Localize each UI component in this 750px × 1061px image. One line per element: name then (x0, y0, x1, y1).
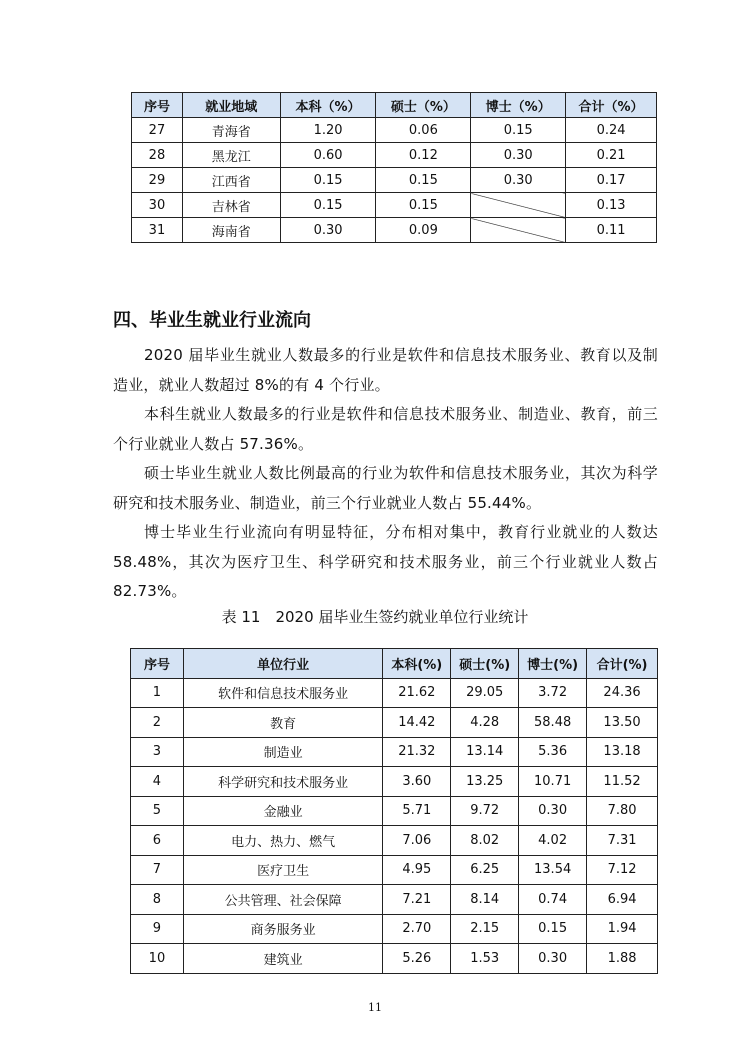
header-cell: 合计（%） (566, 93, 657, 118)
cell-master: 2.15 (451, 914, 519, 944)
paragraph: 博士毕业生行业流向有明显特征，分布相对集中，教育行业就业的人数达 58.48%，其次为医疗卫生、科学研究和技术服务业，前三个行业就业人数占 82.73%。 (113, 523, 658, 600)
cell-doctor-empty-slash (471, 218, 566, 243)
cell-index: 30 (132, 193, 183, 218)
cell-bachelor: 1.20 (280, 118, 376, 143)
cell-doctor: 5.36 (519, 737, 587, 767)
cell-total: 7.31 (587, 826, 658, 856)
cell-bachelor: 14.42 (383, 708, 451, 738)
cell-master: 29.05 (451, 678, 519, 708)
cell-master: 0.12 (376, 143, 471, 168)
cell-doctor: 0.30 (519, 796, 587, 826)
cell-index: 27 (132, 118, 183, 143)
cell-doctor-empty-slash (471, 193, 566, 218)
cell-total: 7.12 (587, 855, 658, 885)
header-cell: 本科(%) (383, 649, 451, 679)
cell-doctor: 10.71 (519, 767, 587, 797)
header-cell: 单位行业 (183, 649, 382, 679)
cell-index: 8 (131, 885, 184, 915)
paragraph: 硕士毕业生就业人数比例最高的行业为软件和信息技术服务业，其次为科学研究和技术服务业、制造业，前三个行业就业人数占 55.44%。 (113, 464, 658, 512)
cell-industry: 科学研究和技术服务业 (183, 767, 382, 797)
cell-index: 1 (131, 678, 184, 708)
cell-master: 13.14 (451, 737, 519, 767)
cell-bachelor: 4.95 (383, 855, 451, 885)
cell-master: 0.06 (376, 118, 471, 143)
header-cell: 序号 (131, 649, 184, 679)
cell-total: 0.24 (566, 118, 657, 143)
cell-doctor: 3.72 (519, 678, 587, 708)
cell-region: 黑龙江 (182, 143, 280, 168)
cell-master: 13.25 (451, 767, 519, 797)
table-row (131, 678, 658, 708)
cell-industry: 商务服务业 (183, 914, 382, 944)
cell-index: 6 (131, 826, 184, 856)
cell-doctor: 0.15 (471, 118, 566, 143)
cell-industry: 建筑业 (183, 944, 382, 974)
cell-total: 0.13 (566, 193, 657, 218)
table-row (131, 737, 658, 767)
header-cell: 本科（%） (280, 93, 376, 118)
section-body (113, 341, 658, 607)
cell-index: 4 (131, 767, 184, 797)
cell-industry: 制造业 (183, 737, 382, 767)
table-row (132, 143, 657, 168)
header-cell: 序号 (132, 93, 183, 118)
cell-total: 11.52 (587, 767, 658, 797)
paragraph: 2020 届毕业生就业人数最多的行业是软件和信息技术服务业、教育以及制造业，就业人数超过 8%的有 4 个行业。 (113, 346, 658, 394)
table-row (131, 826, 658, 856)
table-row (132, 168, 657, 193)
industry-employment-table (130, 648, 658, 974)
cell-bachelor: 2.70 (383, 914, 451, 944)
cell-bachelor: 5.26 (383, 944, 451, 974)
section-heading: 四、毕业生就业行业流向 (113, 310, 311, 331)
cell-bachelor: 7.21 (383, 885, 451, 915)
cell-total: 6.94 (587, 885, 658, 915)
cell-region: 江西省 (182, 168, 280, 193)
cell-master: 8.14 (451, 885, 519, 915)
table-header-row (131, 649, 658, 679)
cell-total: 24.36 (587, 678, 658, 708)
cell-index: 2 (131, 708, 184, 738)
regional-employment-table (131, 92, 657, 243)
header-cell: 就业地域 (182, 93, 280, 118)
cell-total: 7.80 (587, 796, 658, 826)
cell-industry: 软件和信息技术服务业 (183, 678, 382, 708)
cell-index: 31 (132, 218, 183, 243)
cell-doctor: 13.54 (519, 855, 587, 885)
page-number: 11 (368, 1001, 382, 1014)
cell-index: 28 (132, 143, 183, 168)
cell-index: 10 (131, 944, 184, 974)
cell-total: 0.21 (566, 143, 657, 168)
table-row (132, 118, 657, 143)
cell-doctor: 0.30 (471, 143, 566, 168)
cell-master: 0.15 (376, 193, 471, 218)
cell-industry: 电力、热力、燃气 (183, 826, 382, 856)
cell-index: 7 (131, 855, 184, 885)
cell-master: 8.02 (451, 826, 519, 856)
table-header-row (132, 93, 657, 118)
cell-bachelor: 0.30 (280, 218, 376, 243)
cell-index: 5 (131, 796, 184, 826)
table-row (131, 767, 658, 797)
cell-bachelor: 3.60 (383, 767, 451, 797)
cell-doctor: 4.02 (519, 826, 587, 856)
table-row (131, 796, 658, 826)
cell-doctor: 0.74 (519, 885, 587, 915)
cell-master: 9.72 (451, 796, 519, 826)
header-cell: 硕士(%) (451, 649, 519, 679)
cell-region: 青海省 (182, 118, 280, 143)
cell-master: 6.25 (451, 855, 519, 885)
cell-industry: 金融业 (183, 796, 382, 826)
cell-bachelor: 5.71 (383, 796, 451, 826)
table-row (131, 855, 658, 885)
cell-bachelor: 0.15 (280, 168, 376, 193)
table-row (132, 218, 657, 243)
table-row (131, 885, 658, 915)
header-cell: 硕士（%） (376, 93, 471, 118)
cell-index: 9 (131, 914, 184, 944)
table-caption: 表 11 2020 届毕业生签约就业单位行业统计 (221, 608, 529, 626)
cell-doctor: 58.48 (519, 708, 587, 738)
cell-region: 海南省 (182, 218, 280, 243)
paragraph: 本科生就业人数最多的行业是软件和信息技术服务业、制造业、教育，前三个行业就业人数占 57.36%。 (113, 405, 658, 453)
cell-bachelor: 7.06 (383, 826, 451, 856)
cell-doctor: 0.30 (519, 944, 587, 974)
header-cell: 合计(%) (587, 649, 658, 679)
cell-index: 3 (131, 737, 184, 767)
cell-master: 1.53 (451, 944, 519, 974)
cell-total: 13.50 (587, 708, 658, 738)
cell-bachelor: 0.60 (280, 143, 376, 168)
header-cell: 博士(%) (519, 649, 587, 679)
cell-total: 0.17 (566, 168, 657, 193)
cell-doctor: 0.30 (471, 168, 566, 193)
cell-total: 0.11 (566, 218, 657, 243)
cell-industry: 教育 (183, 708, 382, 738)
header-cell: 博士（%） (471, 93, 566, 118)
table-row (132, 193, 657, 218)
cell-region: 吉林省 (182, 193, 280, 218)
cell-industry: 公共管理、社会保障 (183, 885, 382, 915)
cell-industry: 医疗卫生 (183, 855, 382, 885)
cell-total: 13.18 (587, 737, 658, 767)
cell-bachelor: 0.15 (280, 193, 376, 218)
cell-bachelor: 21.32 (383, 737, 451, 767)
cell-bachelor: 21.62 (383, 678, 451, 708)
cell-doctor: 0.15 (519, 914, 587, 944)
cell-master: 0.09 (376, 218, 471, 243)
cell-master: 0.15 (376, 168, 471, 193)
table-row (131, 914, 658, 944)
table-row (131, 944, 658, 974)
cell-index: 29 (132, 168, 183, 193)
cell-master: 4.28 (451, 708, 519, 738)
table-row (131, 708, 658, 738)
cell-total: 1.94 (587, 914, 658, 944)
cell-total: 1.88 (587, 944, 658, 974)
